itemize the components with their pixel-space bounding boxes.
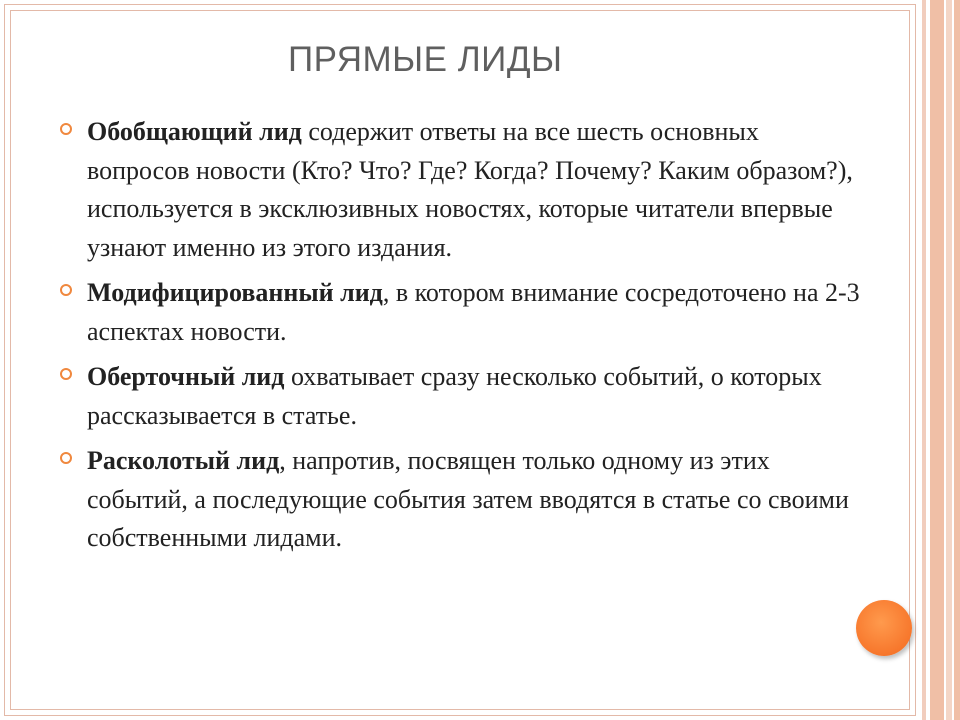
circle-bullet-icon — [60, 368, 72, 380]
circle-bullet-icon — [60, 123, 72, 135]
bullet-item — [60, 442, 860, 558]
bullet-description: охватывает сразу несколько событий, о которых рассказывается в статье. — [87, 362, 822, 430]
slide-title: ПРЯМЫЕ ЛИДЫ — [288, 40, 563, 79]
bullet-list — [60, 113, 860, 565]
bullet-term: Оберточный лид — [87, 362, 285, 391]
bullet-term: Расколотый лид — [87, 446, 280, 475]
decorative-stripe — [922, 0, 926, 720]
bullet-item — [60, 274, 860, 351]
bullet-description: содержит ответы на все шесть основных вопросов новости (Кто? Что? Где? Когда? Почему? Каким образом?), используется в эксклюзивных новостях, которые читатели впервые узнают именно из этого издания. — [87, 117, 853, 262]
bullet-text — [87, 113, 860, 267]
decorative-stripe — [946, 0, 952, 720]
bullet-text — [87, 442, 860, 558]
circle-bullet-icon — [60, 452, 72, 464]
bullet-term: Обобщающий лид — [87, 117, 302, 146]
bullet-item — [60, 358, 860, 435]
bullet-description: , в котором внимание сосредоточено на 2-3 аспектах новости. — [87, 278, 860, 346]
bullet-item — [60, 113, 860, 267]
bullet-text — [87, 358, 860, 435]
bullet-text — [87, 274, 860, 351]
decorative-stripe — [930, 0, 944, 720]
orange-circle-decoration — [856, 600, 912, 656]
decorative-stripe — [954, 0, 960, 720]
circle-bullet-icon — [60, 284, 72, 296]
bullet-description: , напротив, посвящен только одному из этих событий, а последующие события затем вводятся в статье со своими собственными лидами. — [87, 446, 849, 552]
bullet-term: Модифицированный лид — [87, 278, 383, 307]
